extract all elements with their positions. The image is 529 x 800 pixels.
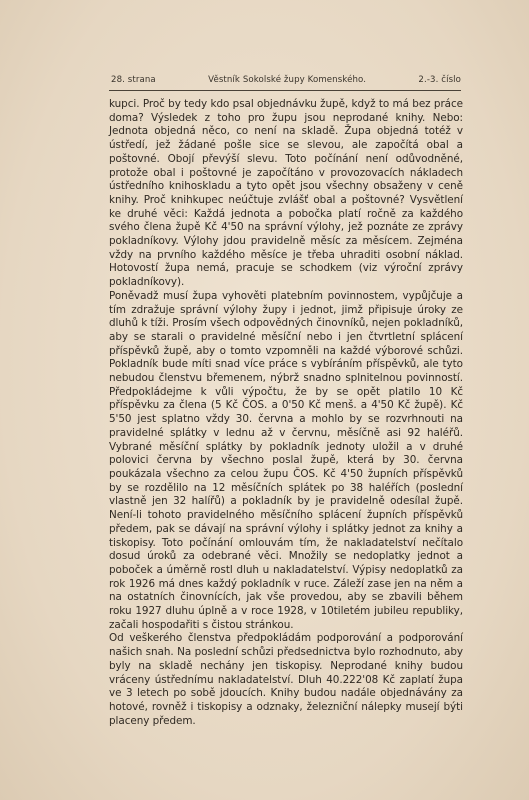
running-header bbox=[111, 75, 461, 85]
article-body bbox=[109, 98, 463, 728]
page-number: 28. strana bbox=[111, 75, 156, 85]
paragraph: kupci. Proč by tedy kdo psal objednávku župě, když to má bez práce doma? Výsledek z toho pro župu jsou neprodané knihy. Nebo: Jednota objedná něco, co není na skladě. Župa objedná totéž v ústředí, jež žádané pošle sice se slevou, ale započítá obal a poštovné. Obojí převýší slevu. Toto počínání není odůvodněné, protože obal i poštovné je započítáno v provozovacích nákladech ústředního knihoskladu a tyto opět jsou všechny obsaženy v ceně knihy. Proč knihkupec neúčtuje zvlášť obal a poštovné? Vysvětlení ke druhé věci: Každá jednota a pobočka platí ročně za každého svého člena župě Kč 4'50 na správní výlohy, jež poznáte ze zprávy pokladníkovy. Výlohy jdou pravidelně měsíc za měsícem. Zejména vždy na prvního každého měsíce je třeba uhraditi osobní náklad. Hotovostí župa nemá, pracuje se schodkem (viz výroční zprávy pokladníkovy). bbox=[109, 98, 463, 289]
header-rule bbox=[109, 90, 461, 91]
journal-title: Věstník Sokolské župy Komenského. bbox=[208, 75, 367, 85]
issue-number: 2.-3. číslo bbox=[418, 75, 461, 85]
paragraph: Od veškerého členstva předpokládám podporování a podporování našich snah. Na poslední schůzi předsednictva bylo rozhodnuto, aby byly na skladě nechány jen tiskopisy. Neprodané knihy budou vráceny ústřednímu nakladatelství. Dluh 40.222'08 Kč zaplatí župa ve 3 letech po sobě jdoucích. Knihy budou nadále objednávány za hotové, rovněž i tiskopisy a odznaky, železniční nálepky musejí býti placeny předem. bbox=[109, 632, 463, 727]
paragraph: Poněvadž musí župa vyhověti platebním povinnostem, vypůjčuje a tím zdražuje správní výlohy župy i jednot, jimž připisuje úroky ze dluhů k tíži. Prosím všech odpovědných činovníků, nejen pokladníků, aby se starali o pravidelné měsíční nebo i jen čtvrtletní splácení příspěvků župě, aby o tomto vzpomněli na každé výborové schůzi. Pokladník bude míti snad více práce s vybíráním příspěvků, ale tyto nebudou členstvu břemenem, nýbrž snadno splnitelnou povinností. Předpokládejme k vůli výpočtu, že by se opět platilo 10 Kč příspěvku za člena (5 Kč ČOS. a 0'50 Kč menš. a 4'50 Kč župě). Kč 5'50 jest splatno vždy 30. června a mohlo by se rozvrhnouti na pravidelné splátky v lednu až v červnu, měsíčně asi 92 haléřů. Vybrané měsíční splátky by pokladník jednoty uložil a v druhé polovici června by všechno poslal župě, která by 30. června poukázala všechno za celou župu ČOS. Kč 4'50 župních příspěvků by se rozdělilo na 12 měsíčních splátek po 38 haléřích (poslední vlastně jen 32 halířů) a pokladník by je pravidelně odesílal župě. Není-li tohoto pravidelného měsíčního splácení župních příspěvků předem, pak se dávají na správní výlohy i splátky jednot za knihy a tiskopisy. Toto počínání omlouvám tím, že nakladatelství nečítalo dosud úroků za odebrané věci. Množily se nedoplatky jednot a poboček a úměrně rostl dluh u nakladatelství. Výpisy nedoplatků za rok 1926 má dnes každý pokladník v ruce. Záleží zase jen na něm a na ostatních činovnících, jak vše provedou, aby se zbavili během roku 1927 dluhu úplně a v roce 1928, v 10tiletém jubileu republiky, začali hospodařiti s čistou stránkou. bbox=[109, 289, 463, 631]
